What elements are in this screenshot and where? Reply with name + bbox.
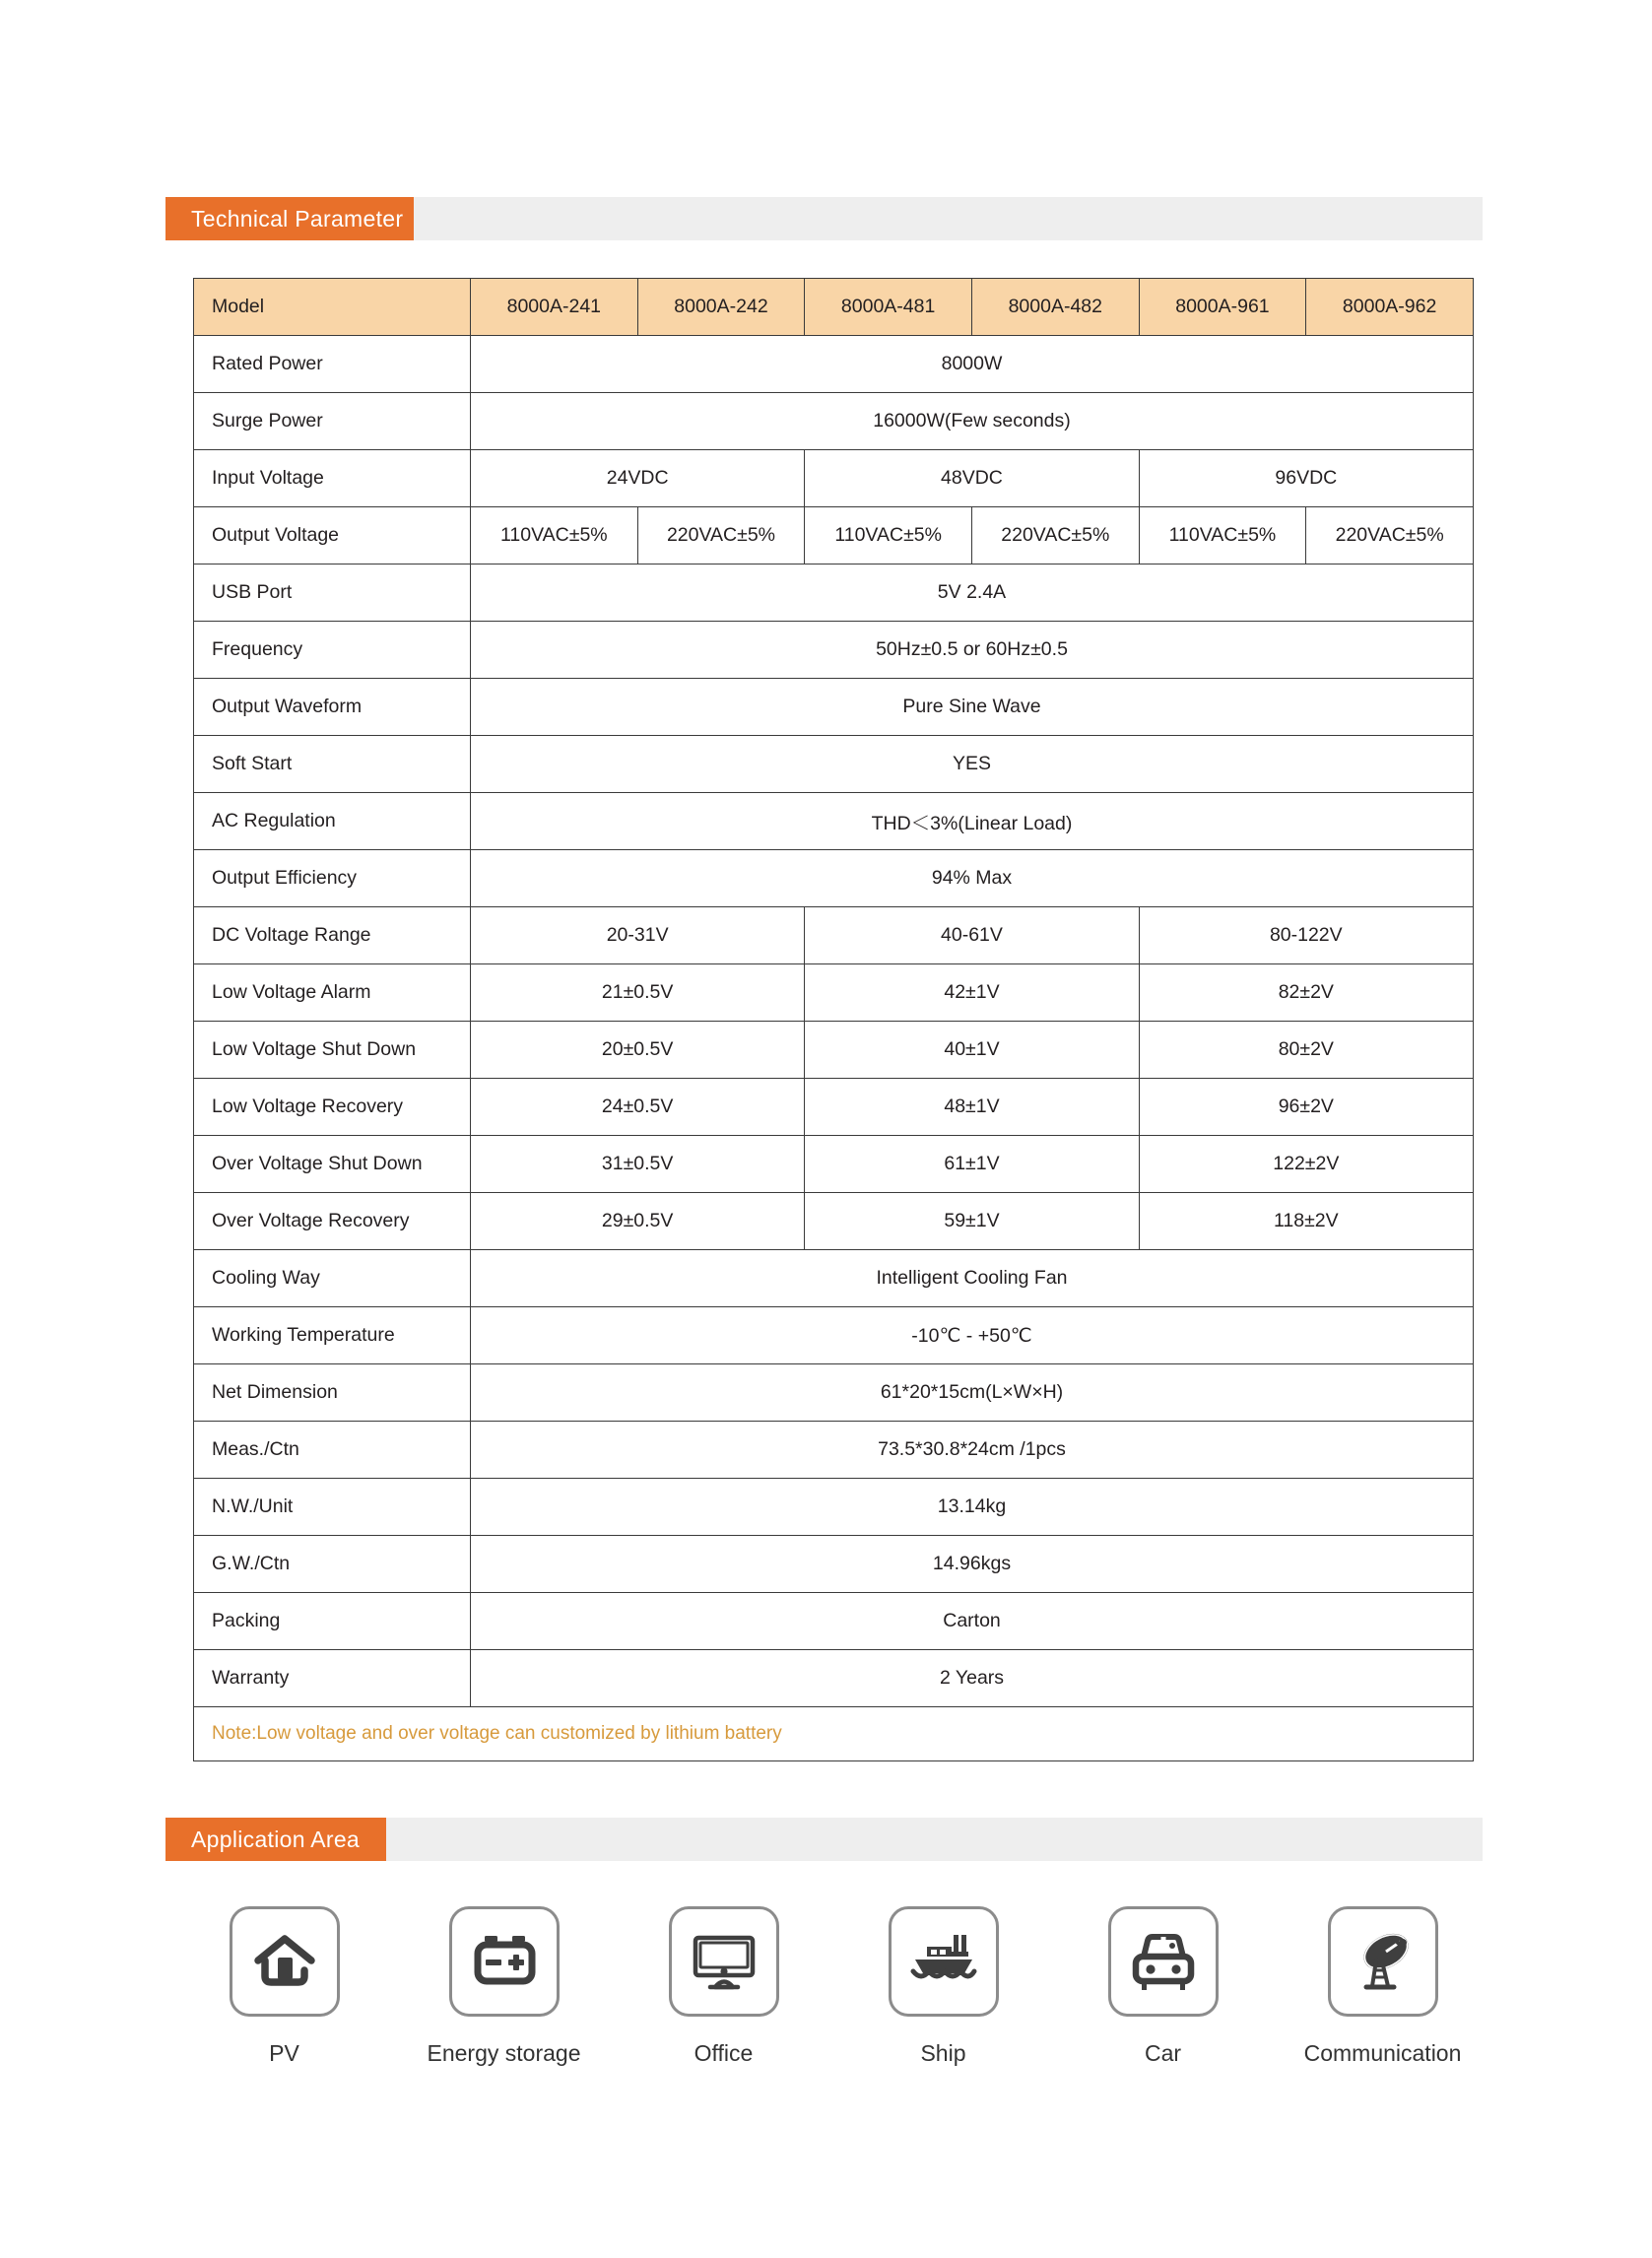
table-row (194, 507, 1474, 564)
row-label: DC Voltage Range (194, 907, 471, 964)
row-label: Output Voltage (194, 507, 471, 564)
model-header-cell: 8000A-481 (805, 279, 972, 336)
row-value: 220VAC±5% (637, 507, 805, 564)
model-header-cell: 8000A-961 (1139, 279, 1306, 336)
row-value: 48VDC (805, 450, 1139, 507)
row-label: Low Voltage Alarm (194, 964, 471, 1022)
row-value: 96±2V (1139, 1079, 1473, 1136)
table-row (194, 1250, 1474, 1307)
table-row (194, 964, 1474, 1022)
row-label: USB Port (194, 564, 471, 622)
table-row (194, 564, 1474, 622)
row-value: 16000W(Few seconds) (471, 393, 1474, 450)
ship-icon (889, 1906, 999, 2017)
row-value: 110VAC±5% (471, 507, 638, 564)
row-label: Rated Power (194, 336, 471, 393)
row-value: 220VAC±5% (1306, 507, 1474, 564)
row-value: 80-122V (1139, 907, 1473, 964)
table-row (194, 1307, 1474, 1364)
table-row (194, 1422, 1474, 1479)
row-value: 40±1V (805, 1022, 1139, 1079)
table-header-row (194, 279, 1474, 336)
application-item-car (1072, 1906, 1254, 2067)
application-item-energy-storage (413, 1906, 595, 2067)
row-label: G.W./Ctn (194, 1536, 471, 1593)
row-label: Working Temperature (194, 1307, 471, 1364)
table-row (194, 850, 1474, 907)
row-value: 73.5*30.8*24cm /1pcs (471, 1422, 1474, 1479)
row-label: Cooling Way (194, 1250, 471, 1307)
row-label: Output Efficiency (194, 850, 471, 907)
table-row (194, 1650, 1474, 1707)
table-row (194, 393, 1474, 450)
row-value: 122±2V (1139, 1136, 1473, 1193)
model-header-cell: 8000A-962 (1306, 279, 1474, 336)
row-value: 59±1V (805, 1193, 1139, 1250)
row-value: Pure Sine Wave (471, 679, 1474, 736)
technical-parameter-header (165, 197, 1483, 240)
table-row (194, 736, 1474, 793)
row-label: Input Voltage (194, 450, 471, 507)
row-value: 20±0.5V (471, 1022, 805, 1079)
application-item-label: Car (1144, 2040, 1182, 2066)
application-item-communication (1291, 1906, 1474, 2067)
table-row (194, 679, 1474, 736)
row-value: 20-31V (471, 907, 805, 964)
row-label: Frequency (194, 622, 471, 679)
row-label: AC Regulation (194, 793, 471, 850)
application-item-pv (193, 1906, 375, 2067)
row-value: 220VAC±5% (971, 507, 1139, 564)
car-icon (1108, 1906, 1219, 2017)
application-item-label: Office (694, 2040, 754, 2066)
row-value: 61±1V (805, 1136, 1139, 1193)
application-item-label: Ship (920, 2040, 966, 2066)
row-value: 5V 2.4A (471, 564, 1474, 622)
model-header-cell: 8000A-482 (971, 279, 1139, 336)
row-value: 80±2V (1139, 1022, 1473, 1079)
satellite-dish-icon (1328, 1906, 1438, 2017)
table-row (194, 1079, 1474, 1136)
table-row (194, 1193, 1474, 1250)
row-label: N.W./Unit (194, 1479, 471, 1536)
row-label: Net Dimension (194, 1364, 471, 1422)
table-row (194, 336, 1474, 393)
technical-parameter-title: Technical Parameter (165, 197, 414, 240)
row-value: 2 Years (471, 1650, 1474, 1707)
battery-icon (449, 1906, 560, 2017)
row-value: 24±0.5V (471, 1079, 805, 1136)
model-header-cell: 8000A-242 (637, 279, 805, 336)
row-value: -10℃ - +50℃ (471, 1307, 1474, 1364)
row-value: 61*20*15cm(L×W×H) (471, 1364, 1474, 1422)
row-value: YES (471, 736, 1474, 793)
row-value: Carton (471, 1593, 1474, 1650)
table-header-label: Model (194, 279, 471, 336)
model-header-cell: 8000A-241 (471, 279, 638, 336)
monitor-icon (669, 1906, 779, 2017)
table-row (194, 1479, 1474, 1536)
row-value: Intelligent Cooling Fan (471, 1250, 1474, 1307)
row-value: 94% Max (471, 850, 1474, 907)
table-row (194, 1364, 1474, 1422)
application-area-title: Application Area (165, 1818, 386, 1861)
row-value: 110VAC±5% (1139, 507, 1306, 564)
table-row (194, 1593, 1474, 1650)
row-label: Low Voltage Recovery (194, 1079, 471, 1136)
application-item-office (632, 1906, 815, 2067)
table-row (194, 1022, 1474, 1079)
row-value: 24VDC (471, 450, 805, 507)
application-item-label: PV (269, 2040, 299, 2066)
table-note-row (194, 1707, 1474, 1761)
table-row (194, 907, 1474, 964)
row-value: 82±2V (1139, 964, 1473, 1022)
row-value: 13.14kg (471, 1479, 1474, 1536)
table-row (194, 622, 1474, 679)
row-value: 96VDC (1139, 450, 1473, 507)
row-label: Output Waveform (194, 679, 471, 736)
row-value: 21±0.5V (471, 964, 805, 1022)
row-value: 29±0.5V (471, 1193, 805, 1250)
application-area-header (165, 1818, 1483, 1861)
application-item-label: Energy storage (427, 2040, 581, 2066)
row-value: 31±0.5V (471, 1136, 805, 1193)
row-value: THD＜3%(Linear Load) (471, 793, 1474, 850)
row-value: 42±1V (805, 964, 1139, 1022)
table-row (194, 450, 1474, 507)
table-row (194, 793, 1474, 850)
row-value: 14.96kgs (471, 1536, 1474, 1593)
row-label: Packing (194, 1593, 471, 1650)
row-value: 48±1V (805, 1079, 1139, 1136)
table-note: Note:Low voltage and over voltage can customized by lithium battery (194, 1707, 1474, 1761)
row-value: 8000W (471, 336, 1474, 393)
row-value: 50Hz±0.5 or 60Hz±0.5 (471, 622, 1474, 679)
row-label: Low Voltage Shut Down (194, 1022, 471, 1079)
table-row (194, 1536, 1474, 1593)
application-item-label: Communication (1303, 2040, 1462, 2066)
row-label: Surge Power (194, 393, 471, 450)
house-icon (230, 1906, 340, 2017)
row-value: 118±2V (1139, 1193, 1473, 1250)
specification-table (193, 278, 1474, 1761)
table-row (194, 1136, 1474, 1193)
row-label: Warranty (194, 1650, 471, 1707)
row-label: Over Voltage Shut Down (194, 1136, 471, 1193)
application-item-ship (852, 1906, 1034, 2067)
row-label: Over Voltage Recovery (194, 1193, 471, 1250)
application-area-list (193, 1906, 1474, 2067)
row-value: 40-61V (805, 907, 1139, 964)
row-label: Meas./Ctn (194, 1422, 471, 1479)
row-label: Soft Start (194, 736, 471, 793)
row-value: 110VAC±5% (805, 507, 972, 564)
